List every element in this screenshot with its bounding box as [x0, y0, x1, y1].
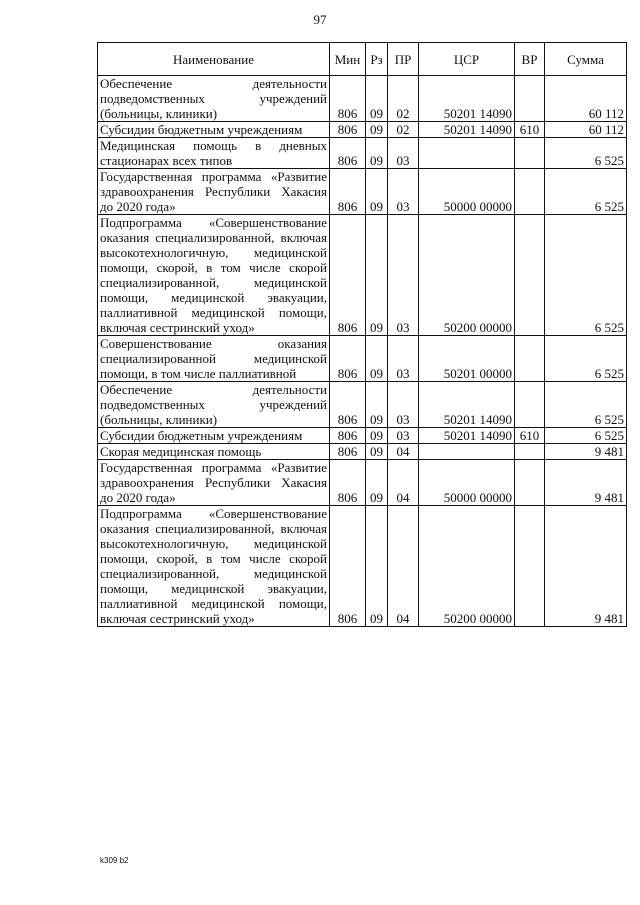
cell-name: Скорая медицинская помощь — [98, 444, 330, 460]
cell-csr: 50000 00000 — [419, 169, 515, 215]
cell-rz: 09 — [366, 336, 388, 382]
page-number: 97 — [313, 12, 327, 27]
cell-name: Обеспечение деятельности подведомственных учреждений (больницы, клиники) — [98, 76, 330, 122]
cell-vr — [515, 460, 545, 506]
cell-pr: 03 — [388, 428, 419, 444]
table-row — [98, 460, 627, 506]
table-row — [98, 215, 627, 336]
cell-min: 806 — [330, 336, 366, 382]
footer-code: k309 b2 — [100, 856, 129, 865]
cell-rz: 09 — [366, 76, 388, 122]
column-header-pr: ПР — [388, 43, 419, 76]
cell-csr: 50201 00000 — [419, 336, 515, 382]
cell-min: 806 — [330, 122, 366, 138]
table-row — [98, 506, 627, 627]
cell-vr — [515, 76, 545, 122]
budget-table — [97, 42, 627, 627]
cell-csr: 50201 14090 — [419, 76, 515, 122]
cell-sum: 9 481 — [545, 444, 627, 460]
cell-name: Обеспечение деятельности подведомственных учреждений (больницы, клиники) — [98, 382, 330, 428]
cell-rz: 09 — [366, 506, 388, 627]
cell-rz: 09 — [366, 460, 388, 506]
column-header-min: Мин — [330, 43, 366, 76]
cell-name: Субсидии бюджетным учреждениям — [98, 428, 330, 444]
cell-name: Совершенствование оказания специализированной медицинской помощи, в том числе паллиативной — [98, 336, 330, 382]
cell-name: Государственная программа «Развитие здравоохранения Республики Хакасия до 2020 года» — [98, 460, 330, 506]
column-header-vr: ВР — [515, 43, 545, 76]
cell-vr — [515, 169, 545, 215]
cell-min: 806 — [330, 460, 366, 506]
cell-sum: 6 525 — [545, 382, 627, 428]
cell-min: 806 — [330, 444, 366, 460]
table-row — [98, 122, 627, 138]
cell-sum: 6 525 — [545, 138, 627, 169]
cell-name: Подпрограмма «Совершенствование оказания специализированной, включая высокотехнологичную, медицинской помощи, скорой, в том числе скорой специализированной, медицинской помощи, медицинской эвакуации, паллиативной медицинской помощи, включая сестринский уход» — [98, 215, 330, 336]
cell-csr: 50200 00000 — [419, 506, 515, 627]
cell-rz: 09 — [366, 428, 388, 444]
cell-rz: 09 — [366, 382, 388, 428]
column-header-csr: ЦСР — [419, 43, 515, 76]
table-row — [98, 169, 627, 215]
cell-sum: 6 525 — [545, 215, 627, 336]
cell-vr — [515, 336, 545, 382]
cell-csr: 50201 14090 — [419, 122, 515, 138]
cell-pr: 03 — [388, 169, 419, 215]
cell-pr: 03 — [388, 336, 419, 382]
cell-pr: 04 — [388, 444, 419, 460]
table-header-row — [98, 43, 627, 76]
cell-sum: 6 525 — [545, 428, 627, 444]
table-row — [98, 428, 627, 444]
cell-sum: 60 112 — [545, 76, 627, 122]
cell-sum: 60 112 — [545, 122, 627, 138]
cell-pr: 03 — [388, 138, 419, 169]
cell-rz: 09 — [366, 444, 388, 460]
column-header-sum: Сумма — [545, 43, 627, 76]
cell-name: Медицинская помощь в дневных стационарах всех типов — [98, 138, 330, 169]
cell-rz: 09 — [366, 169, 388, 215]
cell-pr: 03 — [388, 382, 419, 428]
cell-min: 806 — [330, 169, 366, 215]
cell-min: 806 — [330, 382, 366, 428]
cell-csr: 50000 00000 — [419, 460, 515, 506]
cell-vr — [515, 506, 545, 627]
cell-sum: 6 525 — [545, 169, 627, 215]
table-row — [98, 336, 627, 382]
cell-csr: 50201 14090 — [419, 382, 515, 428]
cell-name: Подпрограмма «Совершенствование оказания специализированной, включая высокотехнологичную, медицинской помощи, скорой, в том числе скорой специализированной, медицинской помощи, медицинской эвакуации, паллиативной медицинской помощи, включая сестринский уход» — [98, 506, 330, 627]
column-header-rz: Рз — [366, 43, 388, 76]
cell-pr: 03 — [388, 215, 419, 336]
table-row — [98, 76, 627, 122]
cell-min: 806 — [330, 138, 366, 169]
cell-min: 806 — [330, 428, 366, 444]
cell-pr: 02 — [388, 122, 419, 138]
cell-vr — [515, 138, 545, 169]
cell-sum: 9 481 — [545, 460, 627, 506]
cell-csr: 50200 00000 — [419, 215, 515, 336]
cell-csr — [419, 138, 515, 169]
column-header-name: Наименование — [98, 43, 330, 76]
cell-min: 806 — [330, 506, 366, 627]
cell-vr — [515, 444, 545, 460]
cell-vr: 610 — [515, 428, 545, 444]
cell-vr — [515, 382, 545, 428]
cell-min: 806 — [330, 76, 366, 122]
cell-sum: 9 481 — [545, 506, 627, 627]
cell-pr: 04 — [388, 506, 419, 627]
table-row — [98, 444, 627, 460]
cell-rz: 09 — [366, 138, 388, 169]
cell-sum: 6 525 — [545, 336, 627, 382]
table-row — [98, 138, 627, 169]
cell-vr: 610 — [515, 122, 545, 138]
cell-rz: 09 — [366, 215, 388, 336]
cell-pr: 02 — [388, 76, 419, 122]
table-body — [98, 76, 627, 627]
table-row — [98, 382, 627, 428]
cell-min: 806 — [330, 215, 366, 336]
cell-pr: 04 — [388, 460, 419, 506]
cell-rz: 09 — [366, 122, 388, 138]
cell-vr — [515, 215, 545, 336]
cell-csr: 50201 14090 — [419, 428, 515, 444]
cell-csr — [419, 444, 515, 460]
cell-name: Субсидии бюджетным учреждениям — [98, 122, 330, 138]
cell-name: Государственная программа «Развитие здравоохранения Республики Хакасия до 2020 года» — [98, 169, 330, 215]
